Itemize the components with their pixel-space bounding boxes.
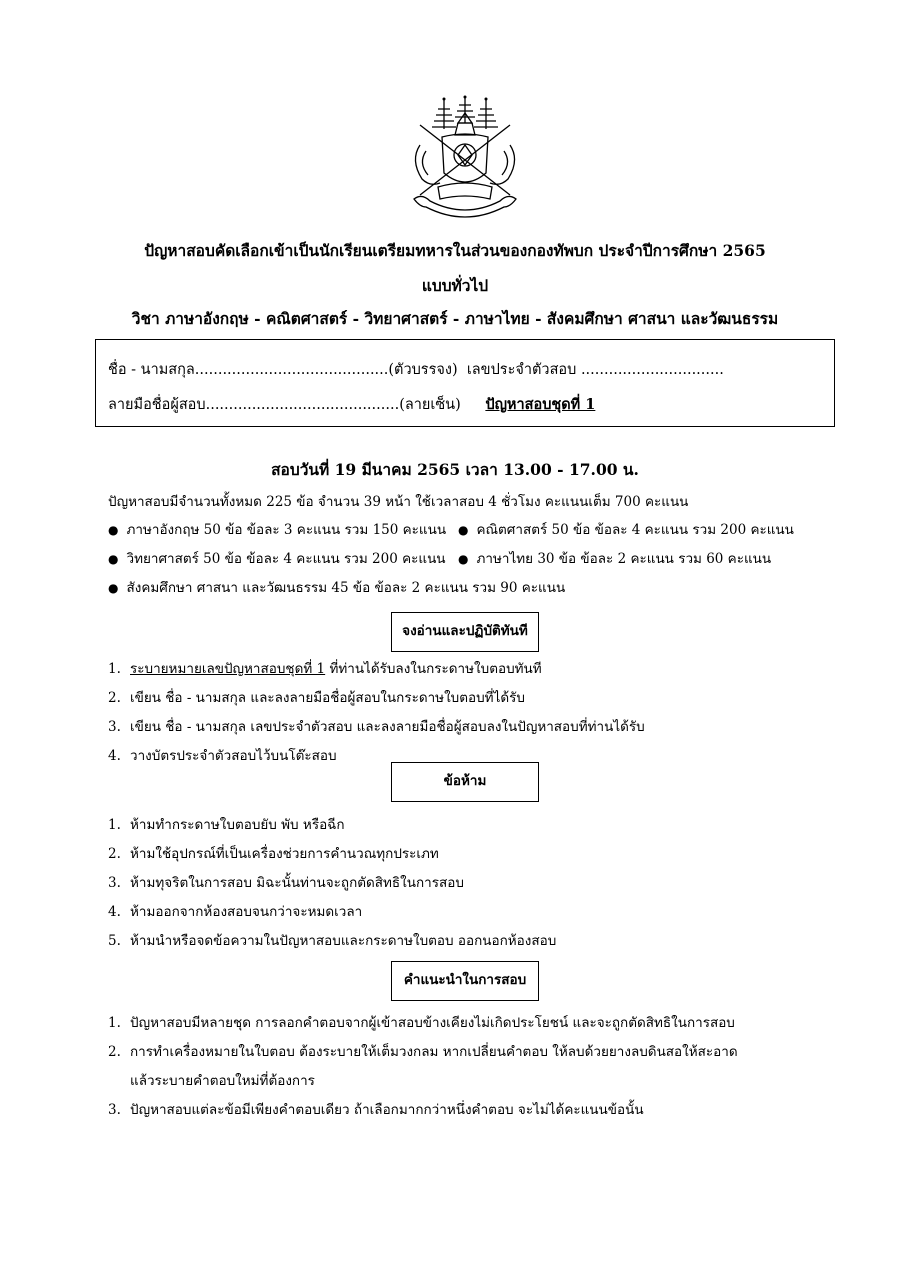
subject-item: ● สังคมศึกษา ศาสนา และวัฒนธรรม 45 ข้อ ข้อละ 2 คะแนน รวม 90 คะแนน bbox=[108, 580, 566, 596]
subject-item: ● ภาษาไทย 30 ข้อ ข้อละ 2 คะแนน รวม 60 คะแนน bbox=[458, 551, 772, 567]
exam-date-time: สอบวันที่ 19 มีนาคม 2565 เวลา 13.00 - 17.00 น. bbox=[271, 460, 639, 479]
list-item: 5. ห้ามนำหรือจดข้อความในปัญหาสอบและกระดาษใบตอบ ออกนอกห้องสอบ bbox=[108, 933, 557, 949]
list-item: 3. เขียน ชื่อ - นามสกุล เลขประจำตัวสอบ และลงลายมือชื่อผู้สอบลงในปัญหาสอบที่ท่านได้รับ bbox=[108, 719, 645, 735]
list-item: 4. ห้ามออกจากห้องสอบจนกว่าจะหมดเวลา bbox=[108, 904, 363, 920]
id-field[interactable]: ............................... bbox=[580, 362, 724, 378]
list-item: 1. ระบายหมายเลขปัญหาสอบชุดที่ 1 ที่ท่านได้รับลงในกระดาษใบตอบทันที bbox=[108, 661, 542, 677]
subject-item: ● ภาษาอังกฤษ 50 ข้อ ข้อละ 3 คะแนน รวม 150 คะแนน bbox=[108, 522, 447, 538]
list-item: 2. เขียน ชื่อ - นามสกุล และลงลายมือชื่อผู้สอบในกระดาษใบตอบที่ได้รับ bbox=[108, 690, 525, 706]
list-item: 1. ปัญหาสอบมีหลายชุด การลอกคำตอบจากผู้เข้าสอบข้างเคียงไม่เกิดประโยชน์ และจะถูกตัดสิทธิในการสอบ bbox=[108, 1015, 735, 1031]
exam-subjects-title: วิชา ภาษาอังกฤษ - คณิตศาสตร์ - วิทยาศาสตร์ - ภาษาไทย - สังคมศึกษา ศาสนา และวัฒนธรรม bbox=[131, 309, 779, 328]
bullet-icon: ● bbox=[458, 523, 469, 537]
advice-heading: คำแนะนำในการสอบ bbox=[391, 961, 539, 1001]
signature-suffix: (ลายเซ็น) bbox=[399, 397, 461, 413]
list-item: 3. ปัญหาสอบแต่ละข้อมีเพียงคำตอบเดียว ถ้าเลือกมากกว่าหนึ่งคำตอบ จะไม่ได้คะแนนข้อนั้น bbox=[108, 1102, 644, 1118]
army-emblem-icon bbox=[400, 95, 530, 225]
subject-item: ● วิทยาศาสตร์ 50 ข้อ ข้อละ 4 คะแนน รวม 200 คะแนน bbox=[108, 551, 446, 567]
candidate-info-box bbox=[95, 339, 835, 427]
list-item: 4. วางบัตรประจำตัวสอบไว้บนโต๊ะสอบ bbox=[108, 748, 337, 764]
bullet-icon: ● bbox=[458, 552, 469, 566]
signature-label: ลายมือชื่อผู้สอบ bbox=[108, 397, 206, 413]
advice-list bbox=[108, 1011, 828, 1127]
list-item: 1. ห้ามทำกระดาษใบตอบยับ พับ หรือฉีก bbox=[108, 817, 345, 833]
prohibitions-heading: ข้อห้าม bbox=[391, 762, 539, 802]
exam-summary: ปัญหาสอบมีจำนวนทั้งหมด 225 ข้อ จำนวน 39 หน้า ใช้เวลาสอบ 4 ชั่วโมง คะแนนเต็ม 700 คะแนน bbox=[108, 494, 689, 510]
instructions-heading: จงอ่านและปฏิบัติทันที bbox=[391, 612, 539, 652]
exam-type: แบบทั่วไป bbox=[421, 276, 489, 295]
instructions-list bbox=[108, 657, 828, 773]
bullet-icon: ● bbox=[108, 552, 119, 566]
exam-title: ปัญหาสอบคัดเลือกเข้าเป็นนักเรียนเตรียมทหารในส่วนของกองทัพบก ประจำปีการศึกษา 2565 bbox=[144, 241, 766, 260]
list-item: 2. ห้ามใช้อุปกรณ์ที่เป็นเครื่องช่วยการคำนวณทุกประเภท bbox=[108, 846, 439, 862]
id-label: เลขประจำตัวสอบ bbox=[466, 362, 577, 378]
bullet-icon: ● bbox=[108, 581, 119, 595]
name-row bbox=[108, 358, 824, 381]
bullet-icon: ● bbox=[108, 523, 119, 537]
subject-list bbox=[108, 518, 828, 605]
signature-row bbox=[108, 393, 824, 416]
prohibitions-list bbox=[108, 813, 828, 958]
list-item: แล้วระบายคำตอบใหม่ที่ต้องการ bbox=[130, 1073, 315, 1089]
name-label: ชื่อ - นามสกุล bbox=[108, 362, 195, 378]
name-suffix: (ตัวบรรจง) bbox=[388, 362, 458, 378]
list-item: 2. การทำเครื่องหมายในใบตอบ ต้องระบายให้เต็มวงกลม หากเปลี่ยนคำตอบ ให้ลบด้วยยางลบดินสอให้สะอาด bbox=[108, 1044, 738, 1060]
signature-field[interactable]: .......................................... bbox=[205, 397, 400, 413]
exam-set-label: ปัญหาสอบชุดที่ 1 bbox=[485, 396, 596, 413]
subject-item: ● คณิตศาสตร์ 50 ข้อ ข้อละ 4 คะแนน รวม 200 คะแนน bbox=[458, 522, 794, 538]
list-item: 3. ห้ามทุจริตในการสอบ มิฉะนั้นท่านจะถูกตัดสิทธิในการสอบ bbox=[108, 875, 464, 891]
name-field[interactable]: .......................................... bbox=[194, 362, 389, 378]
